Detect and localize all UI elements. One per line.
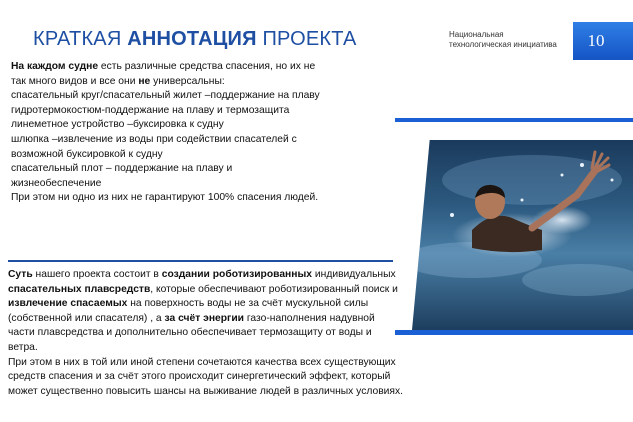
org-line2: технологическая инициатива bbox=[449, 40, 557, 49]
essence-paragraph bbox=[8, 268, 403, 356]
essence-bold: Суть bbox=[8, 269, 33, 280]
list-item: линеметное устройство –буксировка к судну bbox=[11, 119, 224, 131]
list-item: спасательный плот – поддержание на плаву и жизнеобеспечение bbox=[11, 163, 233, 189]
page-number: 10 bbox=[587, 31, 605, 50]
list-item: гидротермокостюм-поддержание на плаву и термозащита bbox=[11, 104, 290, 116]
essence-text: индивидуальных bbox=[312, 269, 396, 280]
intro-text1: есть различные средства спасения, но их не так много видов и все они bbox=[11, 61, 316, 87]
title-part2: ПРОЕКТА bbox=[256, 28, 357, 50]
essence-bold: создании роботизированных bbox=[161, 269, 313, 280]
list-item: шлюпка –извлечение из воды при содействии спасателей с возможной буксировкой к судну bbox=[11, 133, 297, 160]
essence-bold: спасательных плавсредств bbox=[8, 283, 151, 295]
page-title bbox=[33, 28, 357, 51]
org-line1: Национальная bbox=[449, 30, 504, 39]
accent-stripe-bottom bbox=[395, 330, 633, 335]
organization-name bbox=[449, 30, 569, 50]
intro-closing: При этом ни одно из них не гарантируют 100% спасения людей. bbox=[11, 192, 319, 204]
intro-text2: универсальны: bbox=[150, 75, 225, 87]
essence-text: нашего проекта состоит в bbox=[32, 269, 162, 280]
page-number-badge bbox=[573, 22, 633, 60]
drowning-person-photo bbox=[412, 140, 633, 330]
essence-text: , которые обеспечивают роботизированный поиск и bbox=[150, 283, 398, 295]
title-bold: АННОТАЦИЯ bbox=[127, 28, 257, 50]
essence-paragraph-2: При этом в них в той или иной степени сочетаются качества всех существующих средств спасения и за счёт этого происходит синергетический эффект, который может существенно повысить шансы на выживание людей в различных условиях. bbox=[8, 356, 404, 397]
essence-text bbox=[8, 268, 403, 399]
intro-bold-not: не bbox=[138, 75, 151, 87]
essence-text: на поверхность воды не за счёт мускульной силы (собственной или спасателя) , а bbox=[8, 298, 369, 324]
list-item: спасательный круг/спасательный жилет –поддержание на плаву bbox=[11, 90, 320, 102]
section-divider bbox=[8, 260, 393, 262]
accent-stripe-top bbox=[395, 118, 633, 122]
title-part1: КРАТКАЯ bbox=[33, 28, 128, 50]
intro-text bbox=[11, 60, 321, 206]
essence-bold: извлечение спасаемых bbox=[8, 298, 128, 310]
essence-text: газо-наполнения надувной части плавсредства и дополнительно обеспечивает термозащиту от воды и ветра. bbox=[8, 312, 375, 353]
intro-bold-lead: На каждом судне bbox=[11, 61, 99, 72]
essence-bold: за счёт энергии bbox=[164, 312, 245, 324]
intro-paragraph bbox=[11, 60, 321, 89]
